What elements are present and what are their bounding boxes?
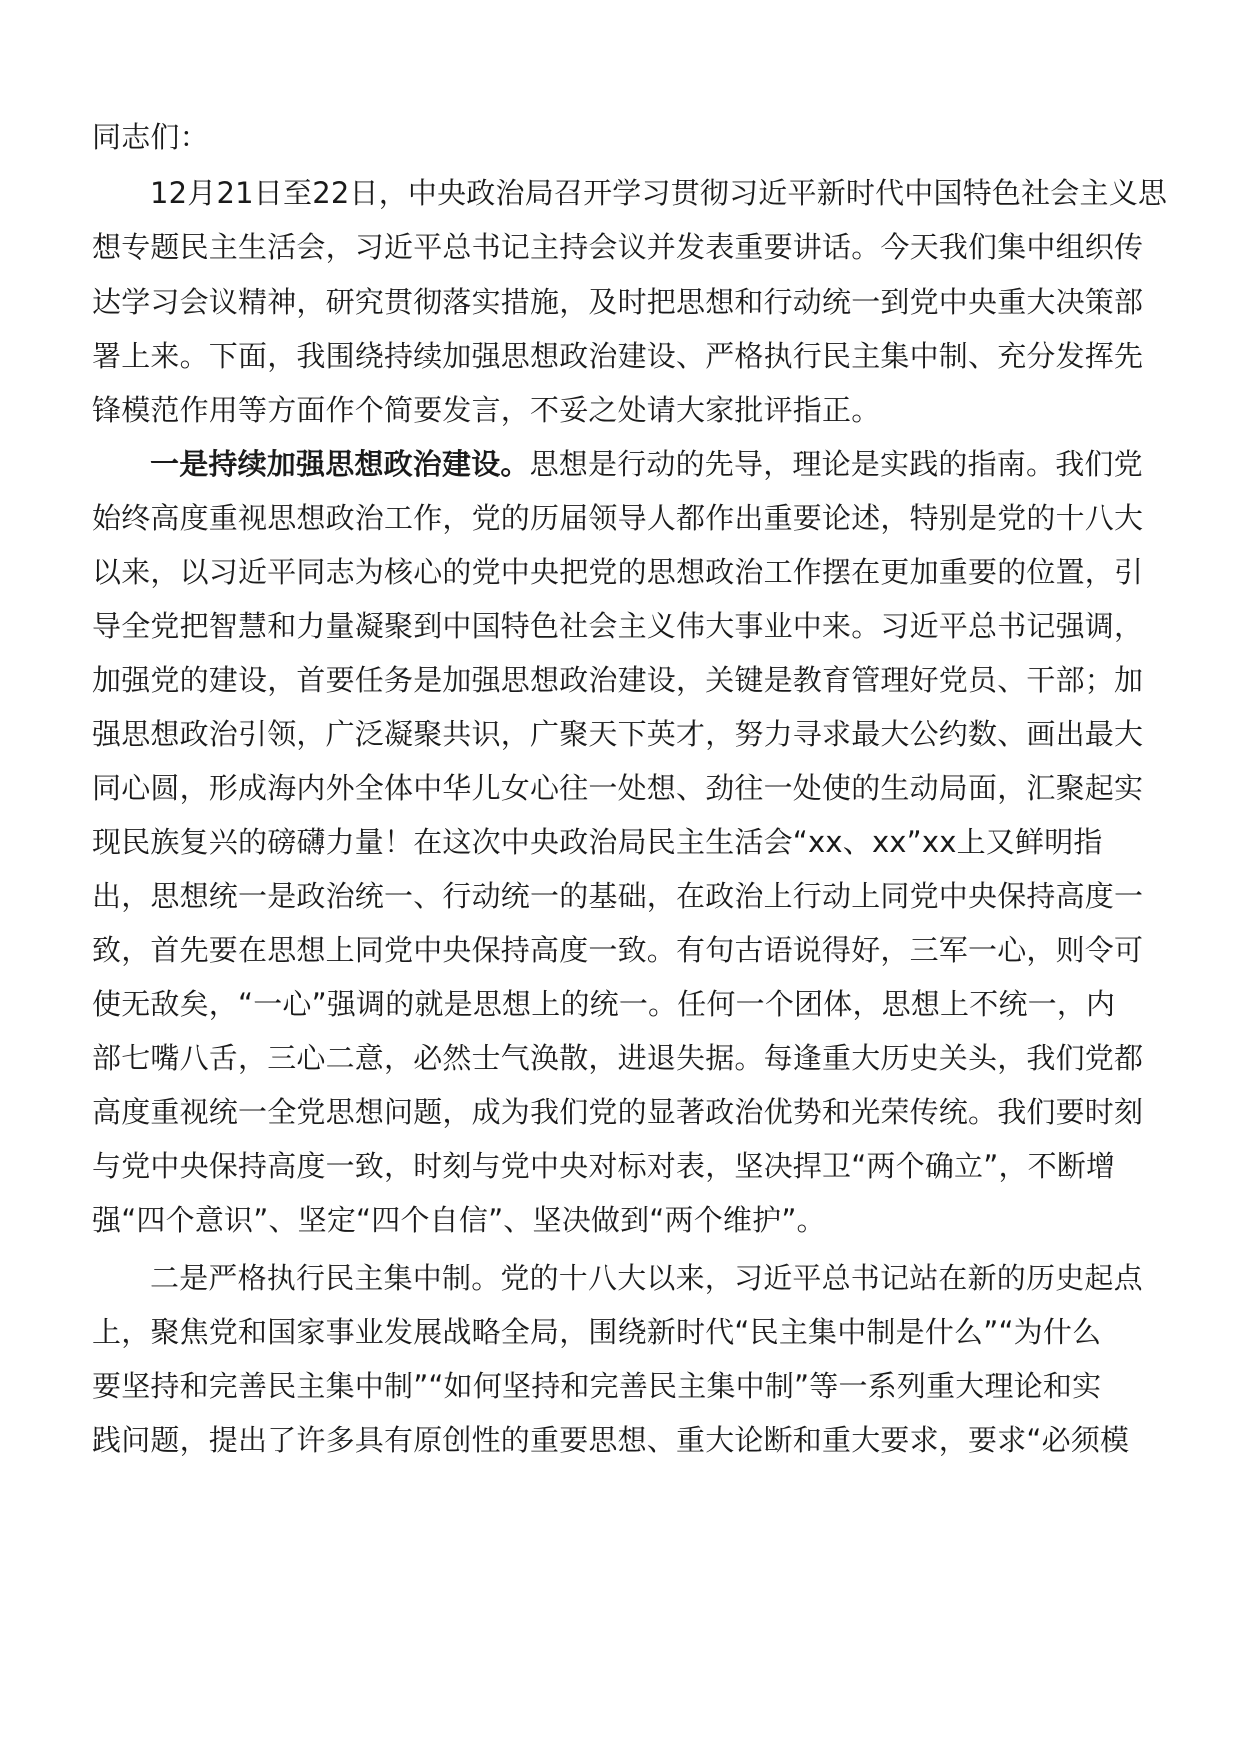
paragraph-2-line: 导全党把智慧和力量凝聚到中国特色社会主义伟大事业中来。习近平总书记强调， (92, 609, 1144, 643)
paragraph-2-first-text: 思想是行动的先导，理论是实践的指南。我们党 (529, 447, 1143, 481)
paragraph-2-line: 现民族复兴的磅礴力量！在这次中央政治局民主生活会“xx、xx”xx上又鲜明指 (92, 825, 1103, 859)
paragraph-3-line: 践问题，提出了许多具有原创性的重要思想、重大论断和重大要求，要求“必须模 (92, 1423, 1130, 1457)
paragraph-1-line: 锋模范作用等方面作个简要发言，不妥之处请大家批评指正。 (92, 393, 881, 427)
salutation: 同志们： (92, 120, 209, 154)
paragraph-3-line: 要坚持和完善民主集中制”“如何坚持和完善民主集中制”等一系列重大理论和实 (92, 1369, 1102, 1403)
paragraph-1-line: 想专题民主生活会，习近平总书记主持会议并发表重要讲话。今天我们集中组织传 (92, 230, 1144, 264)
paragraph-2-line: 强“四个意识”、坚定“四个自信”、坚决做到“两个维护”。 (92, 1203, 826, 1237)
paragraph-2-line: 强思想政治引领，广泛凝聚共识，广聚天下英才，努力寻求最大公约数、画出最大 (92, 717, 1144, 751)
paragraph-1-line: 达学习会议精神，研究贯彻落实措施，及时把思想和行动统一到党中央重大决策部 (92, 285, 1144, 319)
paragraph-2-line: 出，思想统一是政治统一、行动统一的基础，在政治上行动上同党中央保持高度一 (92, 879, 1144, 913)
paragraph-2-line: 加强党的建设，首要任务是加强思想政治建设，关键是教育管理好党员、干部；加 (92, 663, 1144, 697)
paragraph-2-first-line (150, 444, 1143, 484)
paragraph-1-line: 12月21日至22日，中央政治局召开学习贯彻习近平新时代中国特色社会主义思 (150, 176, 1168, 210)
paragraph-2-line: 使无敌矣，“一心”强调的就是思想上的统一。任何一个团体，思想上不统一，内 (92, 987, 1116, 1021)
paragraph-2-line: 始终高度重视思想政治工作，党的历届领导人都作出重要论述，特别是党的十八大 (92, 501, 1144, 535)
paragraph-2-line: 致，首先要在思想上同党中央保持高度一致。有句古语说得好，三军一心，则令可 (92, 933, 1144, 967)
paragraph-2-heading: 一是持续加强思想政治建设。 (150, 447, 530, 481)
paragraph-2-line: 以来，以习近平同志为核心的党中央把党的思想政治工作摆在更加重要的位置，引 (92, 555, 1144, 589)
paragraph-2-line: 同心圆，形成海内外全体中华儿女心往一处想、劲往一处使的生动局面，汇聚起实 (92, 771, 1144, 805)
paragraph-2-line: 部七嘴八舌，三心二意，必然士气涣散，进退失据。每逢重大历史关头，我们党都 (92, 1041, 1144, 1075)
paragraph-2-line: 高度重视统一全党思想问题，成为我们党的显著政治优势和光荣传统。我们要时刻 (92, 1095, 1144, 1129)
paragraph-1-line: 署上来。下面，我围绕持续加强思想政治建设、严格执行民主集中制、充分发挥先 (92, 339, 1144, 373)
paragraph-2-line: 与党中央保持高度一致，时刻与党中央对标对表，坚决捍卫“两个确立”，不断增 (92, 1149, 1116, 1183)
paragraph-3-line: 二是严格执行民主集中制。党的十八大以来，习近平总书记站在新的历史起点 (150, 1261, 1143, 1295)
paragraph-3-line: 上，聚焦党和国家事业发展战略全局，围绕新时代“民主集中制是什么”“为什么 (92, 1315, 1102, 1349)
